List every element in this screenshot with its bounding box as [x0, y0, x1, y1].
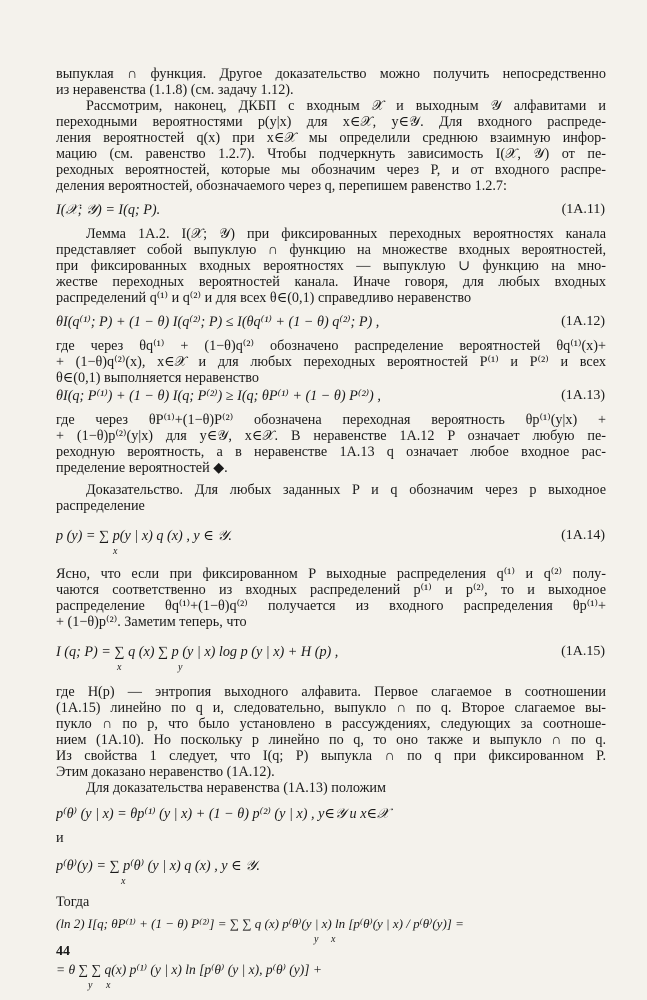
text-line: Тогда [56, 894, 90, 910]
equation-number: (1А.12) [561, 314, 605, 329]
text-line: где через θP⁽¹⁾+(1−θ)P⁽²⁾ обозначена переходная вероятность θp⁽¹⁾(y|x) + [56, 412, 606, 428]
sum-subscript: x [106, 980, 111, 991]
text-line: мацию (см. равенство 1.2.7). Чтобы подчеркнуть зависимость I(𝒳, 𝒴) от пе- [56, 146, 606, 162]
proof-heading-line: Доказательство. Для любых заданных P и q обозначим через p выходное [86, 482, 606, 498]
text-line: (1А.15) линейно по q и, следовательно, выпукло ∩ по q. Второе слагаемое вы- [56, 700, 606, 716]
text-line: распределение [56, 498, 145, 514]
text-line: переходными вероятностями p(y|x) для x∈𝒳, y∈𝒴. Для входного распреде- [56, 114, 606, 130]
equation-1A12: θI(q⁽¹⁾; P) + (1 − θ) I(q⁽²⁾; P) ≤ I(θq⁽¹⁾ + (1 − θ) q⁽²⁾; P) , [56, 314, 380, 330]
text-line: распределение θq⁽¹⁾+(1−θ)q⁽²⁾ получается из входного распределения θp⁽¹⁾+ [56, 598, 606, 614]
text-line: Рассмотрим, наконец, ДКБП с входным 𝒳 и выходным 𝒴 алфавитами и [86, 98, 606, 114]
text-line: Из свойства 1 следует, что I(q; P) выпукла ∩ по q при фиксированном P. [56, 748, 606, 764]
text-line: где H(p) — энтропия выходного алфавита. Первое слагаемое в соотношении [56, 684, 606, 700]
sum-subscript: y [314, 934, 319, 945]
text-line: реходную вероятность, а в неравенстве 1А.13 q означает любое входное рас- [56, 444, 606, 460]
equation-number: (1А.11) [561, 202, 605, 217]
equation-1A15: I (q; P) = ∑ q (x) ∑ p (y | x) log p (y | x) + H (p) , [56, 644, 339, 660]
text-line: + (1−θ)p⁽²⁾(y|x) для y∈𝒴, x∈𝒳. В неравенстве 1А.12 P означает любую пе- [56, 428, 606, 444]
lemma-heading-line: Лемма 1А.2. I(𝒳; 𝒴) при фиксированных переходных вероятностях канала [86, 226, 606, 242]
text-line: ления вероятностей q(x) при x∈𝒳 мы определили среднюю взаимную инфор- [56, 130, 606, 146]
text-line: деления вероятностей, обозначаемого через q, перепишем равенство 1.2.7: [56, 178, 507, 194]
text-line: Этим доказано неравенство (1А.12). [56, 764, 275, 780]
text-line: при фиксированных входных вероятностях — выпуклую ∪ функцию на мно- [56, 258, 606, 274]
text-line: и [56, 830, 64, 846]
equation-number: (1А.13) [561, 388, 605, 403]
text-line: чаются соответственно из входных распределений p⁽¹⁾ и p⁽²⁾, то и выходное [56, 582, 606, 598]
equation-p-theta: p⁽θ⁾(y) = ∑ p⁽θ⁾ (y | x) q (x) , y ∈ 𝒴. [56, 858, 260, 874]
text-line: пукло ∩ по p, что было установлено в рассуждениях, следующих за соотноше- [56, 716, 606, 732]
sum-subscript: y [178, 662, 183, 673]
text-line: распределений q⁽¹⁾ и q⁽²⁾ и для всех θ∈(0,1) справедливо неравенство [56, 290, 472, 306]
sum-subscript: x [113, 546, 118, 557]
sum-subscript: x [121, 876, 126, 887]
equation-ln2: (ln 2) I[q; θP⁽¹⁾ + (1 − θ) P⁽²⁾] = ∑ ∑ q (x) p⁽θ⁾(y | x) ln [p⁽θ⁾(y | x) / p⁽θ⁾(y)] = [56, 916, 464, 931]
text-line: θ∈(0,1) выполняется неравенство [56, 370, 259, 386]
text-line: пределение вероятностей ◆. [56, 460, 228, 476]
sum-subscript: x [331, 934, 336, 945]
equation-1A11: I(𝒳; 𝒴) = I(q; P). [56, 202, 161, 218]
equation-1A14: p (y) = ∑ p(y | x) q (x) , y ∈ 𝒴. [56, 528, 232, 544]
equation-number: (1А.15) [561, 644, 605, 659]
text-line: Для доказательства неравенства (1А.13) положим [86, 780, 386, 796]
equation-continuation: = θ ∑ ∑ q(x) p⁽¹⁾ (y | x) ln [p⁽θ⁾ (y | x), p⁽θ⁾ (y)] + [56, 962, 323, 977]
text-line: представляет собой выпуклую ∩ функцию на множестве входных вероятностей, [56, 242, 606, 258]
text-line: выпуклая ∩ функция. Другое доказательство можно получить непосредственно [56, 66, 606, 82]
sum-subscript: x [117, 662, 122, 673]
equation-number: (1А.14) [561, 528, 605, 543]
text-line: из неравенства (1.1.8) (см. задачу 1.12). [56, 82, 294, 98]
text-line: где через θq⁽¹⁾ + (1−θ)q⁽²⁾ обозначено распределение вероятностей θq⁽¹⁾(x)+ [56, 338, 606, 354]
sum-subscript: y [88, 980, 93, 991]
text-line: жестве переходных вероятностей канала. Иначе говоря, для любых входных [56, 274, 606, 290]
text-line: + (1−θ)q⁽²⁾(x), x∈𝒳 и для любых переходных вероятностей P⁽¹⁾ и P⁽²⁾ и всех [56, 354, 606, 370]
text-line: нием (1А.10). Но поскольку p линейно по q, то оно также и выпукло ∩ по q. [56, 732, 606, 748]
equation-1A13: θI(q; P⁽¹⁾) + (1 − θ) I(q; P⁽²⁾) ≥ I(q; θP⁽¹⁾ + (1 − θ) P⁽²⁾) , [56, 388, 381, 404]
text-line: реходных вероятностей, которые мы обозначим через P, и от входного распре- [56, 162, 606, 178]
text-line: Ясно, что если при фиксированном P выходные распределения q⁽¹⁾ и q⁽²⁾ полу- [56, 566, 606, 582]
equation-p-theta-cond: p⁽θ⁾ (y | x) = θp⁽¹⁾ (y | x) + (1 − θ) p⁽²⁾ (y | x) , y∈𝒴 и x∈𝒳 [56, 806, 390, 822]
page-number: 44 [56, 944, 74, 960]
text-line: + (1−θ)p⁽²⁾. Заметим теперь, что [56, 614, 247, 630]
